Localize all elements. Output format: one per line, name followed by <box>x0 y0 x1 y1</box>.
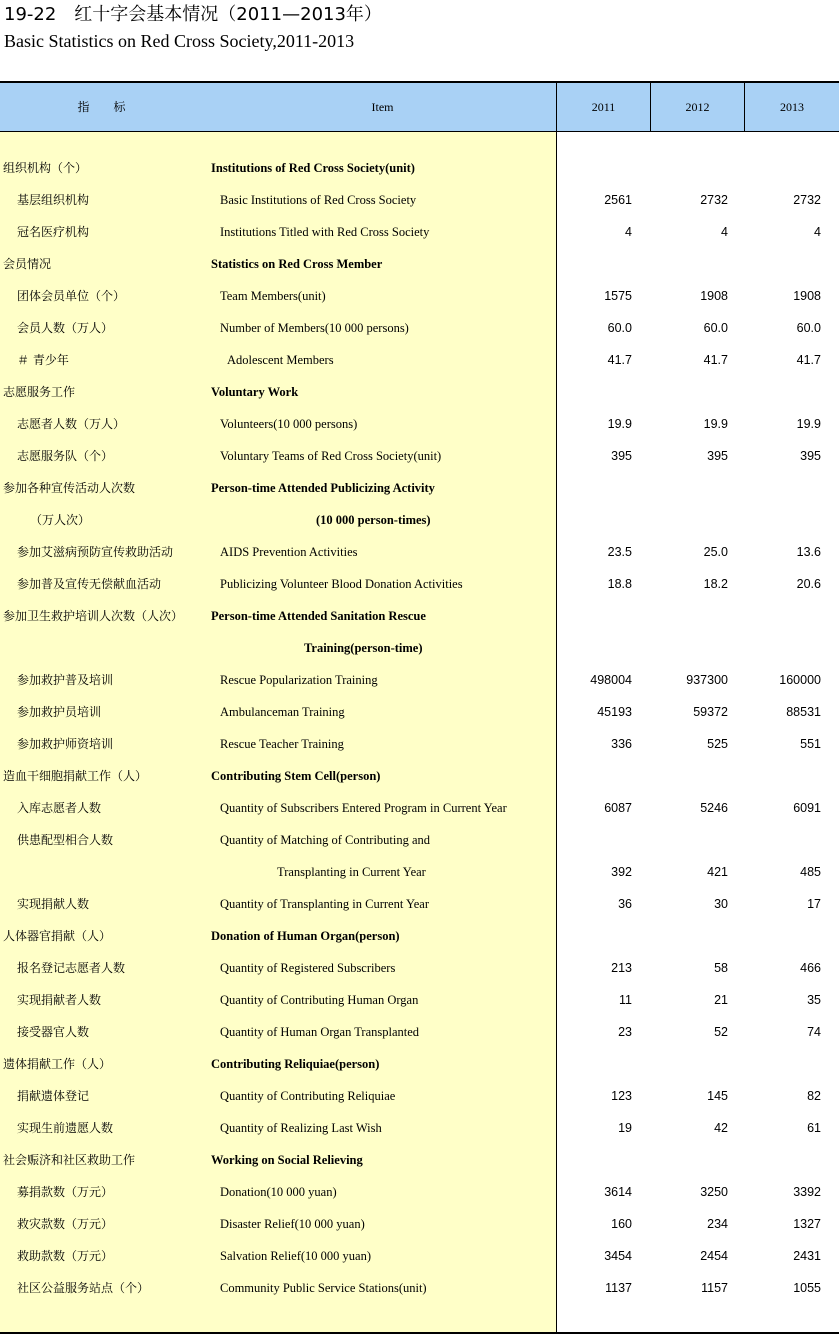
value-cell-2012 <box>650 1144 728 1176</box>
table-row <box>0 376 839 408</box>
value-cell-2013: 160000 <box>779 673 821 687</box>
value-cell-2012 <box>650 248 728 280</box>
value-cell-2012: 1908 <box>700 289 728 303</box>
row-label-chinese: 供患配型相合人数 <box>17 833 114 847</box>
table-row <box>0 280 839 312</box>
table-header <box>0 83 839 132</box>
value-cell-2011: 4 <box>625 225 632 239</box>
value-cell-2011: 213 <box>611 961 632 975</box>
row-label-chinese: 参加救护普及培训 <box>17 673 114 687</box>
value-cell-2013 <box>744 152 821 184</box>
value-cell-2013: 3392 <box>793 1185 821 1199</box>
value-cell-2013: 485 <box>800 865 821 879</box>
value-cell-2011: 41.7 <box>607 353 632 367</box>
table-row <box>0 1240 839 1272</box>
value-cell-2013: 61 <box>807 1121 821 1135</box>
row-label-english: Quantity of Subscribers Entered Program in Current Year <box>220 801 507 815</box>
row-label-english: Contributing Reliquiae(person) <box>211 1057 380 1071</box>
value-cell-2012 <box>650 376 728 408</box>
row-label-english: Training(person-time) <box>304 641 423 655</box>
row-label-english: Contributing Stem Cell(person) <box>211 769 381 783</box>
row-label-english: Quantity of Registered Subscribers <box>220 961 396 975</box>
value-cell-2012: 937300 <box>686 673 728 687</box>
value-cell-2012: 4 <box>721 225 728 239</box>
value-cell-2012: 41.7 <box>703 353 728 367</box>
value-cell-2011: 19 <box>618 1121 632 1135</box>
header-year-2011: 2011 <box>556 83 650 131</box>
row-label-chinese: 参加卫生救护培训人次数（人次） <box>3 609 184 623</box>
value-cell-2011: 23.5 <box>607 545 632 559</box>
table-row <box>0 440 839 472</box>
row-label-english: Working on Social Relieving <box>211 1153 363 1167</box>
row-label-chinese: 志愿服务工作 <box>3 385 76 399</box>
value-cell-2011: 1575 <box>604 289 632 303</box>
value-cell-2011 <box>556 504 632 536</box>
value-cell-2013: 2431 <box>793 1249 821 1263</box>
row-label-chinese: （万人次） <box>30 513 91 527</box>
value-cell-2011 <box>556 472 632 504</box>
row-label-english: Number of Members(10 000 persons) <box>220 321 409 335</box>
value-cell-2011 <box>556 1144 632 1176</box>
value-cell-2012: 18.2 <box>703 577 728 591</box>
row-label-chinese: 参加救护师资培训 <box>17 737 114 751</box>
value-cell-2013 <box>744 632 821 664</box>
value-cell-2013: 19.9 <box>796 417 821 431</box>
value-cell-2012: 52 <box>714 1025 728 1039</box>
table-title-chinese: 19-22 红十字会基本情况（2011—2013年） <box>4 4 382 25</box>
value-cell-2012: 21 <box>714 993 728 1007</box>
value-cell-2013 <box>744 376 821 408</box>
row-label-english: Quantity of Human Organ Transplanted <box>220 1025 420 1039</box>
row-label-chinese: 救灾款数（万元） <box>17 1217 114 1231</box>
row-label-english: Volunteers(10 000 persons) <box>220 417 358 431</box>
value-cell-2012: 19.9 <box>703 417 728 431</box>
value-cell-2013 <box>744 600 821 632</box>
row-label-chinese: 实现生前遗愿人数 <box>17 1121 114 1135</box>
header-year-2012: 2012 <box>650 83 744 131</box>
row-label-english: Rescue Teacher Training <box>220 737 344 751</box>
row-label-english: Voluntary Teams of Red Cross Society(unit) <box>220 449 442 463</box>
value-cell-2013: 74 <box>807 1025 821 1039</box>
table-row <box>0 1144 839 1176</box>
value-cell-2012: 42 <box>714 1121 728 1135</box>
value-cell-2012: 30 <box>714 897 728 911</box>
value-cell-2011: 1137 <box>605 1281 632 1295</box>
table-row <box>0 504 839 536</box>
table-row <box>0 568 839 600</box>
table-row <box>0 1272 839 1304</box>
value-cell-2011: 18.8 <box>607 577 632 591</box>
table-row <box>0 696 839 728</box>
value-cell-2013 <box>744 1048 821 1080</box>
row-label-english: Person-time Attended Sanitation Rescue <box>211 609 426 623</box>
value-cell-2013: 60.0 <box>796 321 821 335</box>
value-cell-2013: 1327 <box>793 1217 821 1231</box>
row-label-chinese: 参加艾滋病预防宣传救助活动 <box>17 545 174 559</box>
table-row <box>0 664 839 696</box>
value-cell-2011 <box>556 1048 632 1080</box>
row-label-chinese: 参加普及宣传无偿献血活动 <box>17 577 162 591</box>
value-cell-2013: 395 <box>800 449 821 463</box>
row-label-english: Ambulanceman Training <box>220 705 345 719</box>
value-cell-2013 <box>744 248 821 280</box>
value-cell-2012 <box>650 504 728 536</box>
row-label-english: Quantity of Transplanting in Current Year <box>220 897 430 911</box>
row-label-english: Institutions of Red Cross Society(unit) <box>211 161 415 175</box>
value-cell-2011 <box>556 632 632 664</box>
table-row <box>0 824 839 856</box>
table-row <box>0 888 839 920</box>
value-cell-2011 <box>556 920 632 952</box>
row-label-english: Statistics on Red Cross Member <box>211 257 383 271</box>
row-label-english: Publicizing Volunteer Blood Donation Activities <box>220 577 463 591</box>
value-cell-2012: 58 <box>714 961 728 975</box>
table-row <box>0 728 839 760</box>
value-cell-2012 <box>650 1048 728 1080</box>
value-cell-2013: 35 <box>807 993 821 1007</box>
table-row <box>0 760 839 792</box>
row-label-english: Salvation Relief(10 000 yuan) <box>220 1249 372 1263</box>
table-row <box>0 1016 839 1048</box>
value-cell-2012: 525 <box>707 737 728 751</box>
table-row <box>0 920 839 952</box>
value-cell-2012: 234 <box>707 1217 728 1231</box>
row-label-english: Donation(10 000 yuan) <box>220 1185 337 1199</box>
row-label-chinese: 造血干细胞捐献工作（人） <box>3 769 148 783</box>
value-cell-2011: 160 <box>611 1217 632 1231</box>
table-row <box>0 216 839 248</box>
value-cell-2011: 11 <box>619 993 632 1007</box>
header-item: Item <box>371 100 394 114</box>
value-cell-2013 <box>744 504 821 536</box>
row-label-english: Voluntary Work <box>211 385 299 399</box>
value-cell-2013: 82 <box>807 1089 821 1103</box>
value-cell-2012 <box>650 472 728 504</box>
table-title-english: Basic Statistics on Red Cross Society,2011-2013 <box>4 31 355 51</box>
value-cell-2012 <box>650 824 728 856</box>
value-cell-2011: 3454 <box>604 1249 632 1263</box>
table-row <box>0 248 839 280</box>
value-cell-2013: 88531 <box>786 705 821 719</box>
table-row <box>0 152 839 184</box>
value-cell-2013: 1055 <box>793 1281 821 1295</box>
row-label-english: Basic Institutions of Red Cross Society <box>220 193 417 207</box>
row-label-english: Adolescent Members <box>227 353 334 367</box>
value-cell-2011: 23 <box>618 1025 632 1039</box>
row-label-english: Quantity of Matching of Contributing and <box>220 833 431 847</box>
row-label-english: Transplanting in Current Year <box>277 865 426 879</box>
value-cell-2011: 45193 <box>597 705 632 719</box>
table-row <box>0 1080 839 1112</box>
value-cell-2013 <box>744 920 821 952</box>
table-row <box>0 984 839 1016</box>
value-cell-2012: 2732 <box>700 193 728 207</box>
row-label-english: Community Public Service Stations(unit) <box>220 1281 427 1295</box>
table-row <box>0 344 839 376</box>
value-cell-2011 <box>556 248 632 280</box>
row-label-chinese: 冠名医疗机构 <box>17 225 90 239</box>
value-cell-2012: 2454 <box>700 1249 728 1263</box>
value-cell-2012: 25.0 <box>703 545 728 559</box>
row-label-chinese: 基层组织机构 <box>17 193 90 207</box>
value-cell-2011: 3614 <box>604 1185 632 1199</box>
value-cell-2013: 2732 <box>793 193 821 207</box>
row-label-english: Quantity of Contributing Human Organ <box>220 993 419 1007</box>
value-cell-2012: 5246 <box>700 801 728 815</box>
value-cell-2012: 1157 <box>701 1281 728 1295</box>
value-cell-2011: 498004 <box>590 673 632 687</box>
row-label-english: AIDS Prevention Activities <box>220 545 358 559</box>
value-cell-2013: 20.6 <box>796 577 821 591</box>
row-label-chinese: 人体器官捐献（人） <box>3 929 112 943</box>
table-row <box>0 1112 839 1144</box>
table-row <box>0 632 839 664</box>
value-cell-2012 <box>650 152 728 184</box>
header-year-2013: 2013 <box>744 83 839 131</box>
table-row <box>0 472 839 504</box>
value-cell-2013 <box>744 824 821 856</box>
row-label-chinese: 志愿者人数（万人） <box>17 417 126 431</box>
row-label-chinese: 接受器官人数 <box>17 1025 90 1039</box>
table-row <box>0 1048 839 1080</box>
value-cell-2011 <box>556 824 632 856</box>
table-row <box>0 184 839 216</box>
value-cell-2013: 17 <box>807 897 821 911</box>
row-label-english: Person-time Attended Publicizing Activity <box>211 481 435 495</box>
table-row <box>0 856 839 888</box>
row-label-chinese: 实现捐献者人数 <box>17 993 102 1007</box>
value-cell-2011: 2561 <box>604 193 632 207</box>
value-cell-2013 <box>744 1144 821 1176</box>
value-cell-2012: 395 <box>707 449 728 463</box>
row-label-chinese: 志愿服务队（个） <box>17 449 114 463</box>
value-cell-2012: 145 <box>707 1089 728 1103</box>
row-label-chinese: 募捐款数（万元） <box>17 1185 114 1199</box>
value-cell-2012: 59372 <box>693 705 728 719</box>
row-label-english: Disaster Relief(10 000 yuan) <box>220 1217 365 1231</box>
value-cell-2013: 4 <box>814 225 821 239</box>
value-cell-2011: 395 <box>611 449 632 463</box>
row-label-chinese: 遗体捐献工作（人） <box>3 1057 112 1071</box>
value-cell-2011: 336 <box>611 737 632 751</box>
value-cell-2011: 392 <box>611 865 632 879</box>
row-label-english: Institutions Titled with Red Cross Society <box>220 225 430 239</box>
value-cell-2011: 60.0 <box>607 321 632 335</box>
row-label-chinese: 实现捐献人数 <box>17 897 90 911</box>
row-label-chinese: 入库志愿者人数 <box>17 801 102 815</box>
value-cell-2012 <box>650 920 728 952</box>
table-row <box>0 1176 839 1208</box>
value-cell-2013 <box>744 472 821 504</box>
table-row <box>0 792 839 824</box>
value-cell-2011: 6087 <box>604 801 632 815</box>
row-label-chinese: 社会赈济和社区救助工作 <box>3 1153 136 1167</box>
row-label-chinese: 社区公益服务站点（个） <box>17 1281 150 1295</box>
value-cell-2013: 41.7 <box>796 353 821 367</box>
value-cell-2013: 13.6 <box>796 545 821 559</box>
row-label-chinese: 会员人数（万人） <box>17 321 114 335</box>
row-label-chinese: 参加各种宣传活动人次数 <box>3 481 136 495</box>
row-label-chinese: 会员情况 <box>3 257 52 271</box>
value-cell-2013 <box>744 760 821 792</box>
value-cell-2012 <box>650 760 728 792</box>
value-cell-2011 <box>556 152 632 184</box>
table-body <box>0 152 839 1304</box>
table-row <box>0 312 839 344</box>
value-cell-2012: 421 <box>707 865 728 879</box>
table-row <box>0 952 839 984</box>
value-cell-2011 <box>556 760 632 792</box>
value-cell-2011: 123 <box>611 1089 632 1103</box>
row-label-english: Rescue Popularization Training <box>220 673 378 687</box>
value-cell-2012 <box>650 600 728 632</box>
value-cell-2013: 551 <box>800 737 821 751</box>
value-cell-2012: 3250 <box>700 1185 728 1199</box>
value-cell-2013: 1908 <box>793 289 821 303</box>
table-row <box>0 1208 839 1240</box>
value-cell-2011: 19.9 <box>607 417 632 431</box>
table-row <box>0 408 839 440</box>
row-label-chinese: 救助款数（万元） <box>17 1249 114 1263</box>
row-label-chinese: 报名登记志愿者人数 <box>17 961 126 975</box>
row-label-english: Quantity of Realizing Last Wish <box>220 1121 382 1135</box>
row-label-chinese: 组织机构（个） <box>3 161 88 175</box>
row-label-chinese: 参加救护员培训 <box>17 705 102 719</box>
table-row <box>0 536 839 568</box>
value-cell-2012 <box>650 632 728 664</box>
bottom-rule <box>0 1332 839 1334</box>
table-row <box>0 600 839 632</box>
value-cell-2012: 60.0 <box>703 321 728 335</box>
row-label-chinese: ＃ 青少年 <box>17 353 69 367</box>
row-label-english: Quantity of Contributing Reliquiae <box>220 1089 396 1103</box>
row-label-english: Team Members(unit) <box>220 289 326 303</box>
value-cell-2013: 6091 <box>793 801 821 815</box>
row-label-english: (10 000 person-times) <box>316 513 431 527</box>
row-label-chinese: 捐献遗体登记 <box>17 1089 90 1103</box>
row-label-english: Donation of Human Organ(person) <box>211 929 400 943</box>
value-cell-2011 <box>556 376 632 408</box>
row-label-chinese: 团体会员单位（个） <box>17 289 126 303</box>
value-cell-2011: 36 <box>618 897 632 911</box>
value-cell-2011 <box>556 600 632 632</box>
header-indicator: 指 标 <box>77 100 132 114</box>
value-cell-2013: 466 <box>800 961 821 975</box>
